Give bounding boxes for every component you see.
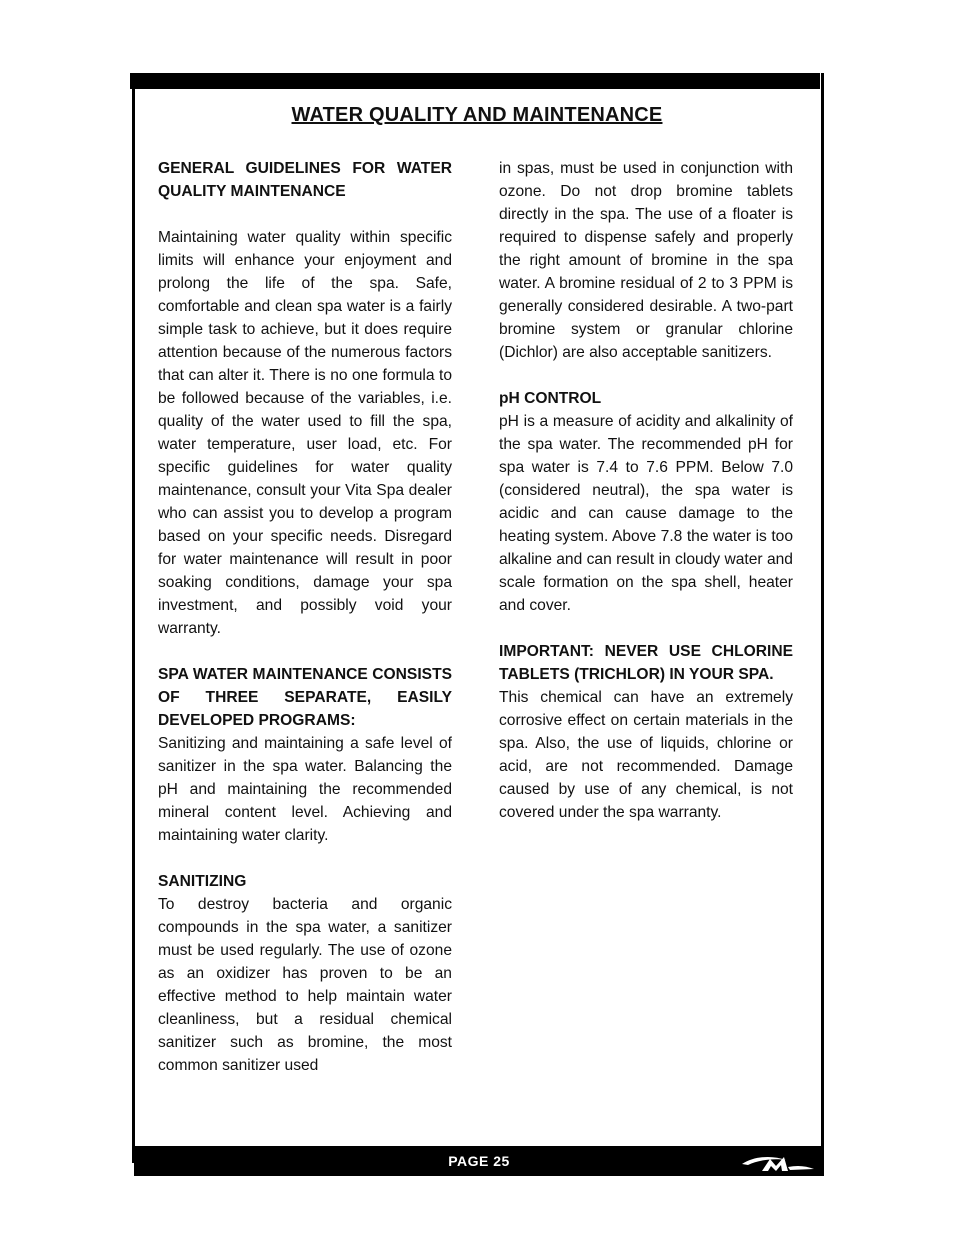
right-column <box>499 157 793 847</box>
sanitizing-paragraph: To destroy bacteria and organic compounds in the spa water, a sanitizer must be used regularly. The use of ozone as an oxidizer has proven to be an effective method to help maintain water cleanliness, but a residual chemical sanitizer such as bromine, the most common sanitizer used <box>158 896 452 1074</box>
programs-section <box>158 663 452 847</box>
footer-bar <box>134 1146 824 1176</box>
right-border <box>821 73 824 1163</box>
ph-paragraph: pH is a measure of acidity and alkalinity of the spa water. The recommended pH for spa water is 7.4 to 7.6 PPM. Below 7.0 (considered neutral), the spa water is acidic and can cause damage to the heating system. Above 7.8 the water is too alkaline and can result in cloudy water and scale formation on the spa shell, heater and cover. <box>499 413 793 614</box>
page-number: PAGE 25 <box>448 1153 510 1169</box>
page-title: WATER QUALITY AND MAINTENANCE <box>291 104 663 126</box>
programs-paragraph: Sanitizing and maintaining a safe level of sanitizer in the spa water. Balancing the pH and maintaining the recommended mineral content level. Achieving and maintaining water clarity. <box>158 735 452 844</box>
important-section <box>499 640 793 824</box>
guidelines-heading: GENERAL GUIDELINES FOR WATER QUALITY MAINTENANCE <box>158 160 452 200</box>
ph-section <box>499 387 793 617</box>
sanitizing-section <box>158 870 452 1077</box>
header-bar <box>130 73 820 89</box>
ph-heading: pH CONTROL <box>499 390 602 407</box>
guidelines-section <box>158 157 452 203</box>
important-paragraph: This chemical can have an extremely corrosive effect on certain materials in the spa. Also, the use of liquids, chlorine or acid, are not recommended. Damage caused by use of any chemical, is not covered under the spa warranty. <box>499 689 793 821</box>
sm-logo-icon <box>740 1151 816 1173</box>
left-border <box>132 73 135 1163</box>
important-heading: IMPORTANT: NEVER USE CHLORINE TABLETS (TRICHLOR) IN YOUR SPA. <box>499 643 793 683</box>
left-column <box>158 157 452 1100</box>
programs-heading: SPA WATER MAINTENANCE CONSISTS OF THREE SEPARATE, EASILY DEVELOPED PROGRAMS: <box>158 666 452 729</box>
guidelines-paragraph: Maintaining water quality within specific limits will enhance your enjoyment and prolong the life of the spa. Safe, comfortable and clean spa water is a fairly simple task to achieve, but it does require attention because of the numerous factors that can alter it. There is no one formula to be followed because of the variables, i.e. quality of the water used to fill the spa, water temperature, user load, etc. For specific guidelines for water quality maintenance, consult your Vita Spa dealer who can assist you to develop a program based on your specific needs. Disregard for water maintenance will result in poor soaking conditions, damage your spa investment, and possibly void your warranty. <box>158 229 452 637</box>
sanitizing-heading: SANITIZING <box>158 873 247 890</box>
sanitizing-continued-paragraph: in spas, must be used in conjunction with ozone. Do not drop bromine tablets directly in the spa. The use of a floater is required to dispense safely and properly the right amount of bromine in the spa water. A bromine residual of 2 to 3 PPM is generally considered desirable. A two-part bromine system or granular chlorine (Dichlor) are also acceptable sanitizers. <box>499 160 793 361</box>
